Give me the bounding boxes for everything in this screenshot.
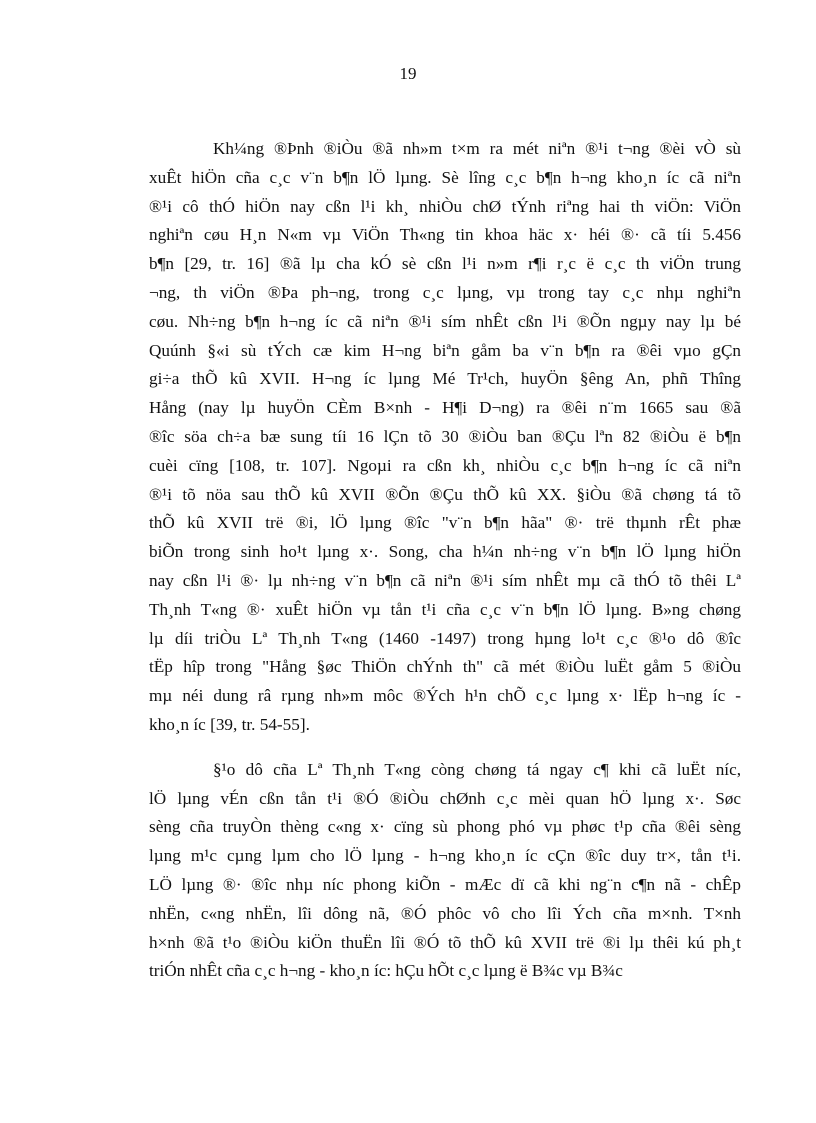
text-line: Kh¼ng ®Þnh ®iÒu ®ã nh»m t×m ra mét niªn ®¹i t¬ng ®èi vÒ sù <box>213 139 741 158</box>
text-line: lµng m¹c cµng lµm cho lÖ lµng - h¬ng kho¸n íc cÇn ®îc duy tr×, tån t¹i. <box>149 846 741 866</box>
body-text <box>149 135 741 986</box>
text-line: gi÷a thÕ kû XVII. H¬ng íc lµng Mé Tr¹ch, huyÖn §êng An, phñ Thîng <box>149 369 741 389</box>
text-line: sèng cña truyÒn thèng c«ng x· cïng sù phong phó vµ phøc t¹p cña ®êi sèng <box>149 817 741 837</box>
text-line: Quúnh §«i sù tÝch cæ kim H¬ng biªn gåm ba v¨n b¶n ra ®êi vµo gÇn <box>149 340 741 360</box>
text-line: lµ díi triÒu Lª Th¸nh T«ng (1460 -1497) trong hµng lo¹t c¸c ®¹o dô ®îc <box>149 628 741 648</box>
paragraph <box>149 756 741 986</box>
text-line: b¶n [29, tr. 16] ®ã lµ cha kÓ sè cßn l¹i n»m r¶i r¸c ë c¸c th viÖn trung <box>149 254 741 274</box>
text-line: kho¸n íc [39, tr. 54-55]. <box>149 714 310 734</box>
text-line: triÓn nhÊt cña c¸c h¬ng - kho¸n íc: hÇu hÕt c¸c lµng ë B¾c vµ B¾c <box>149 961 623 981</box>
text-line: cøu. Nh÷ng b¶n h¬ng íc cã niªn ®¹i sím nhÊt cßn l¹i ®Õn ngµy nay lµ bé <box>149 311 741 331</box>
text-line: LÖ lµng ®· ®îc nhµ níc phong kiÕn - mÆc dï cã khi ng¨n c¶n nã - chÊp <box>149 874 741 894</box>
paragraph <box>149 135 741 740</box>
text-line: tËp hîp trong "Hång §øc ThiÖn chÝnh th" cã mét ®iÒu luËt gåm 5 ®iÒu <box>149 657 741 677</box>
text-line: lÖ lµng vÉn cßn tån t¹i ®Ó ®iÒu chØnh c¸c mèi quan hÖ lµng x·. Søc <box>149 788 741 808</box>
text-line: mµ néi dung râ rµng nh»m môc ®Ých h¹n chÕ c¸c lµng x· lËp h¬ng íc - <box>149 686 741 706</box>
page-number: 19 <box>399 64 417 83</box>
text-line: §¹o dô cña Lª Th¸nh T«ng còng chøng tá ngay c¶ khi cã luËt níc, <box>213 759 741 779</box>
text-line: nghiªn cøu H¸n N«m vµ ViÖn Th«ng tin khoa häc x· héi ®· cã tíi 5.456 <box>149 225 741 245</box>
text-line: ®¹i tõ nöa sau thÕ kû XVII ®Õn ®Çu thÕ kû XX. §iÒu ®ã chøng tá tõ <box>149 484 741 504</box>
text-line: biÕn trong sinh ho¹t lµng x·. Song, cha h¼n nh÷ng v¨n b¶n lÖ lµng hiÖn <box>149 542 741 562</box>
text-line: thÕ kû XVII trë ®i, lÖ lµng ®îc "v¨n b¶n hãa" ®· trë thµnh rÊt phæ <box>149 513 741 533</box>
text-line: ®îc söa ch÷a bæ sung tíi 16 lÇn tõ 30 ®iÒu ban ®Çu lªn 82 ®iÒu ë b¶n <box>149 426 741 446</box>
text-line: ¬ng, th viÖn ®Þa ph¬ng, trong c¸c lµng, vµ trong tay c¸c nhµ nghiªn <box>149 282 741 302</box>
text-line: Th¸nh T«ng ®· xuÊt hiÖn vµ tån t¹i cña c¸c v¨n b¶n lÖ lµng. B»ng chøng <box>149 599 741 619</box>
text-line: nay cßn l¹i ®· lµ nh÷ng v¨n b¶n cã niªn ®¹i sím nhÊt mµ cã thÓ tõ thêi Lª <box>149 570 741 590</box>
text-line: cuèi cïng [108, tr. 107]. Ngoµi ra cßn kh¸ nhiÒu c¸c b¶n h¬ng íc cã niªn <box>149 455 741 475</box>
text-line: h×nh ®ã t¹o ®iÒu kiÖn thuËn lîi ®Ó tõ thÕ kû XVII trë ®i lµ thêi kú ph¸t <box>149 932 741 952</box>
text-line: ®¹i cô thÓ hiÖn nay cßn l¹i kh¸ nhiÒu chØ tÝnh riªng hai th viÖn: ViÖn <box>149 196 741 216</box>
text-line: xuÊt hiÖn cña c¸c v¨n b¶n lÖ lµng. Sè lîng c¸c b¶n h¬ng kho¸n íc cã niªn <box>149 167 741 187</box>
text-line: Hång (nay lµ huyÖn CÈm B×nh - H¶i D¬ng) ra ®êi n¨m 1665 sau ®ã <box>149 398 741 418</box>
text-line: nhËn, c«ng nhËn, lîi dông nã, ®Ó phôc vô cho lîi Ých cña m×nh. T×nh <box>149 903 741 923</box>
